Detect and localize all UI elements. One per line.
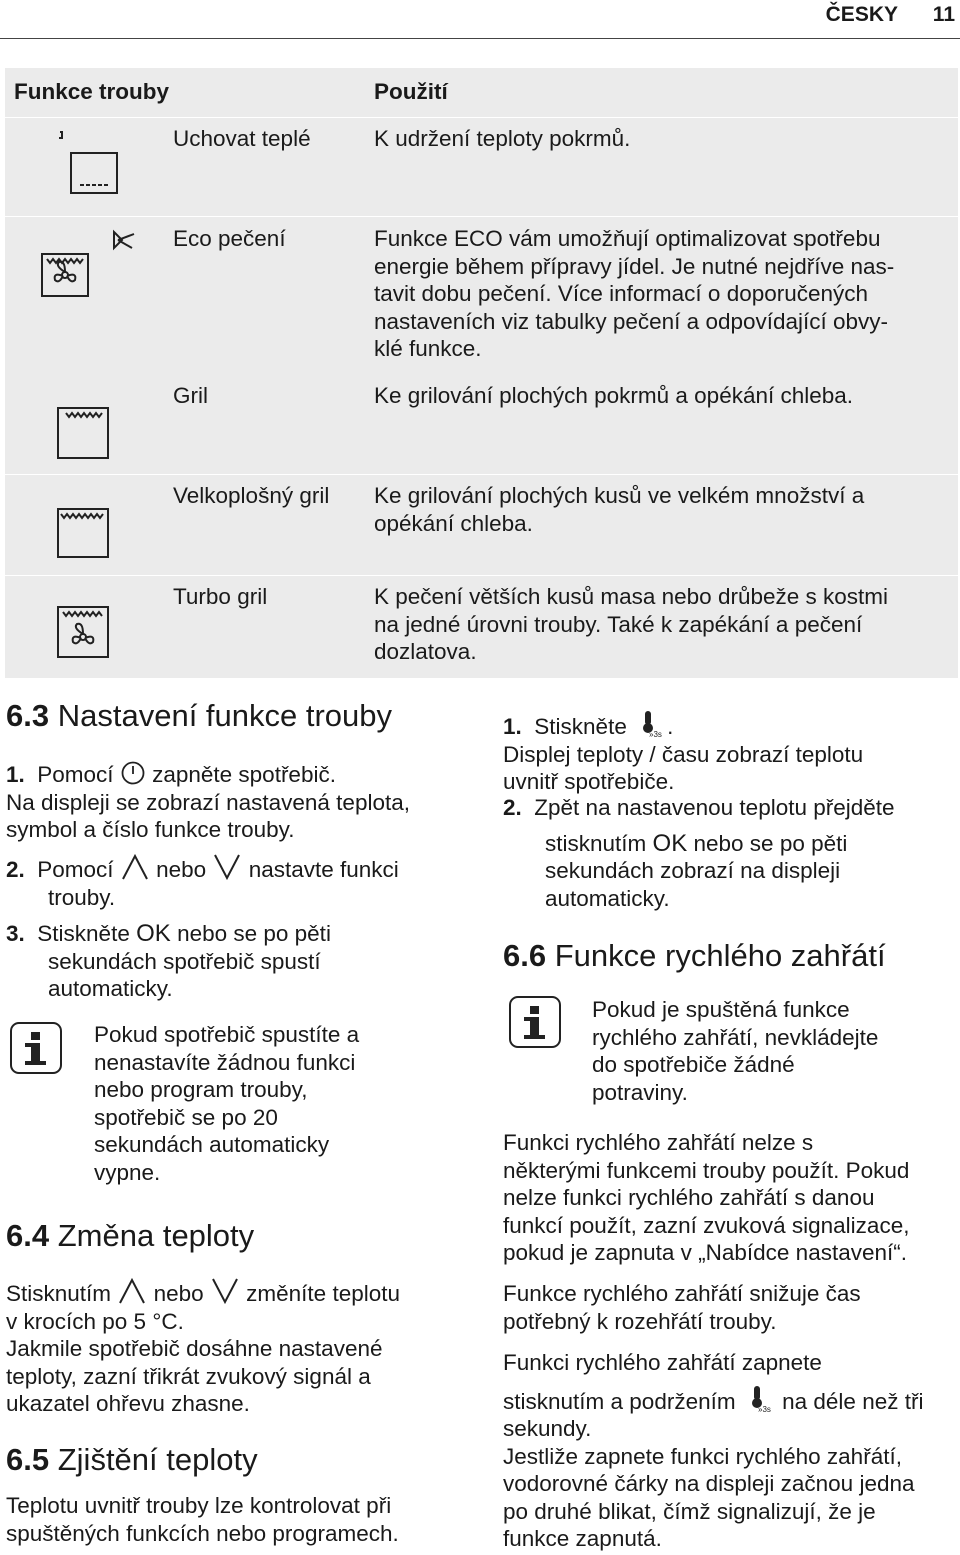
column-header-function: Funkce trouby (14, 79, 170, 104)
section-heading-6-3: 6.3 Nastavení funkce trouby (6, 698, 393, 733)
table-row-name: Turbo gril (173, 584, 268, 609)
info-icon (9, 1021, 63, 1075)
table-divider (5, 474, 958, 475)
step-2: 2. Pomocí nebo nastavte funkci trouby. (6, 853, 476, 911)
header-divider (0, 38, 960, 39)
table-row-usage: K udržení teploty pokrmů. (374, 126, 631, 151)
grill-icon (50, 402, 120, 464)
power-icon (120, 760, 146, 786)
table-row-name: Gril (173, 383, 208, 408)
turbo-grill-icon (50, 601, 120, 663)
down-arrow-icon (210, 1277, 240, 1305)
table-row-usage: Ke grilování plochých kusů ve velkém množství a opékání chleba. (374, 483, 865, 536)
step-2-right: 2. Zpět na nastavenou teplotu přejděte stisknutím OK nebo se po pěti sekundách zobrazí na displeji automaticky. (503, 795, 895, 911)
up-arrow-icon (120, 853, 150, 881)
section-text-6-5: Teplotu uvnitř trouby lze kontrolovat při spuštěných funkcích nebo programech. (6, 1493, 399, 1546)
table-divider (5, 216, 958, 217)
section-text-6-4: Stisknutím nebo změníte teplotu v krocích po 5 °C. Jakmile spotřebič dosáhne nastavené teploty, zazní třikrát zvukový signál a ukazatel ohřevu zhasne. (6, 1277, 476, 1418)
step-1-right: 1. Stiskněte »3s . Displej teploty / času zobrazí teplotu uvnitř spotřebiče. (503, 710, 958, 796)
section-heading-6-6: 6.6 Funkce rychlého zahřátí (503, 938, 886, 973)
up-arrow-icon (117, 1277, 147, 1305)
column-header-usage: Použití (374, 79, 448, 104)
paragraph: Funkci rychlého zahřátí zapnete stisknutím a podržením »3s na déle než tři sekundy. Jestliže zapnete funkci rychlého zahřátí, vodorovné čárky na displeji začnou jedna po druhé blikat, čímž signalizují, že je funkce zapnutá. (503, 1350, 924, 1551)
info-note-6-6: Pokud je spuštěná funkce rychlého zahřátí, nevkládejte do spotřebiče žádné potraviny. (592, 997, 879, 1105)
table-divider (5, 575, 958, 576)
info-note-6-3: Pokud spotřebič spustíte a nenastavíte žádnou funkci nebo program trouby, spotřebič se po 20 sekundách automaticky vypne. (94, 1022, 360, 1185)
full-grill-icon (50, 503, 120, 563)
keep-warm-icon (40, 124, 130, 196)
svg-text:»3s: »3s (757, 1404, 771, 1413)
ok-icon: OK (136, 920, 171, 947)
table-row-usage: K pečení větších kusů masa nebo drůbeže s kostmi na jedné úrovni trouby. Také k zapékání a pečení dozlatova. (374, 584, 889, 664)
page-number: 11 (932, 3, 955, 26)
svg-text:»3s: »3s (649, 730, 663, 738)
ok-icon: OK (652, 829, 688, 857)
language-label: ČESKY (825, 3, 898, 26)
table-row-name: Velkoplošný gril (173, 483, 330, 508)
table-row-usage: Ke grilování plochých pokrmů a opékání chleba. (374, 383, 854, 408)
section-heading-6-4: 6.4 Změna teploty (6, 1218, 255, 1253)
info-icon (508, 995, 562, 1049)
step-1: 1. Pomocí zapněte spotřebič. Na displeji se zobrazí nastavená teplota, symbol a číslo funkce trouby. (6, 762, 410, 842)
section-heading-6-5: 6.5 Zjištění teploty (6, 1442, 258, 1477)
paragraph: Funkce rychlého zahřátí snižuje čas potřebný k rozehřátí trouby. (503, 1281, 861, 1334)
step-3: 3. Stiskněte OK nebo se po pěti sekundách spotřebič spustí automaticky. (6, 920, 331, 1001)
down-arrow-icon (212, 853, 242, 881)
thermometer-icon (742, 1385, 776, 1413)
table-row-usage: Funkce ECO vám umožňují optimalizovat spotřebu energie během přípravy jídel. Je nutné nejdříve nas- tavit dobu pečení. Více informací o doporučených nastaveních viz tabulky pečení a odpovídající obvy- klé funkce. (374, 226, 895, 361)
table-row-name: Eco pečení (173, 226, 286, 251)
paragraph: Funkci rychlého zahřátí nelze s některými funkcemi trouby použít. Pokud nelze funkci rychlého zahřátí s danou funkcí použít, zazní zvuková signalizace, pokud je zapnuta v „Nabídce nastavení“. (503, 1130, 910, 1265)
thermometer-icon (633, 710, 667, 738)
table-divider (5, 117, 958, 118)
eco-baking-icon (30, 224, 145, 304)
table-row-name: Uchovat teplé (173, 126, 311, 151)
